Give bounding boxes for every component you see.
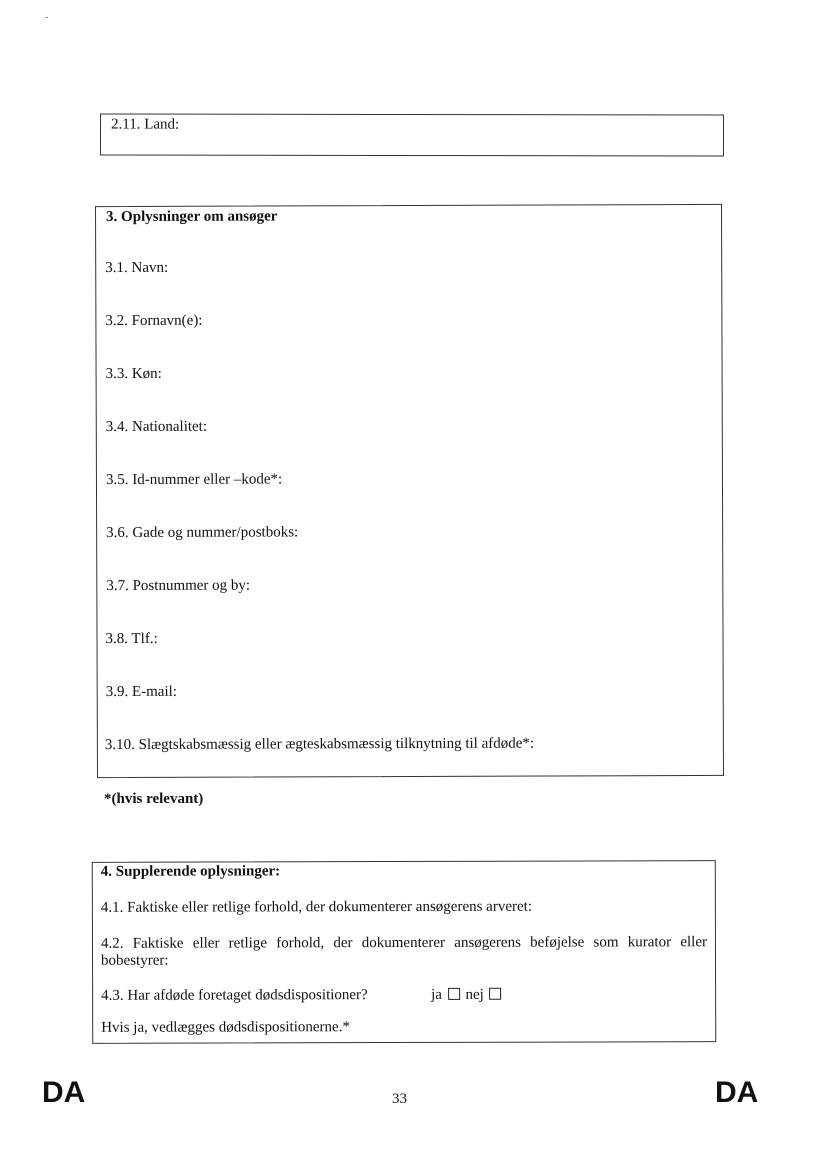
field-email: 3.9. E-mail:	[105, 683, 177, 701]
supplementary-info-box	[92, 860, 716, 1044]
field-street-address: 3.6. Gade og nummer/postboks:	[106, 524, 299, 542]
yes-label: ja	[431, 986, 442, 1003]
dispositions-followup: Hvis ja, vedlægges dødsdispositionerne.*	[101, 1019, 350, 1036]
language-code-right: DA	[715, 1076, 759, 1109]
question-dispositions-row	[101, 986, 484, 1005]
page-number: 33	[392, 1091, 407, 1107]
field-surname: 3.1. Navn:	[105, 259, 169, 277]
yes-no-options	[431, 987, 503, 1004]
field-nationality: 3.4. Nationalitet:	[105, 418, 208, 436]
field-land: 2.11. Land:	[111, 116, 180, 133]
language-code-left: DA	[42, 1076, 86, 1109]
field-first-names: 3.2. Fornavn(e):	[105, 312, 203, 330]
scan-speck	[45, 17, 48, 18]
land-box	[100, 113, 724, 156]
question-administrator-powers: 4.2. Faktiske eller retlige forhold, der dokumenterer ansøgerens beføjelse som kurator eller bobestyrer:	[100, 934, 707, 969]
question-inheritance-rights: 4.1. Faktiske eller retlige forhold, der dokumenterer ansøgerens arveret:	[100, 898, 532, 916]
no-checkbox[interactable]	[490, 988, 502, 1000]
section-3-title: 3. Oplysninger om ansøger	[106, 208, 278, 226]
field-gender: 3.3. Køn:	[105, 365, 162, 383]
field-postcode-city: 3.7. Postnummer og by:	[106, 577, 251, 595]
section-4-title: 4. Supplerende oplysninger:	[100, 863, 281, 880]
relevance-note: *(hvis relevant)	[104, 791, 204, 807]
field-phone: 3.8. Tlf.:	[105, 630, 158, 648]
field-relationship: 3.10. Slægtskabsmæssig eller ægteskabsmæssig tilknytning til afdøde*:	[104, 735, 535, 754]
question-dispositions: 4.3. Har afdøde foretaget dødsdispositioner?	[101, 987, 368, 1004]
yes-checkbox[interactable]	[448, 988, 460, 1000]
applicant-info-box	[95, 204, 724, 778]
field-id-number: 3.5. Id-nummer eller –kode*:	[105, 471, 283, 489]
no-label: nej	[465, 986, 484, 1003]
